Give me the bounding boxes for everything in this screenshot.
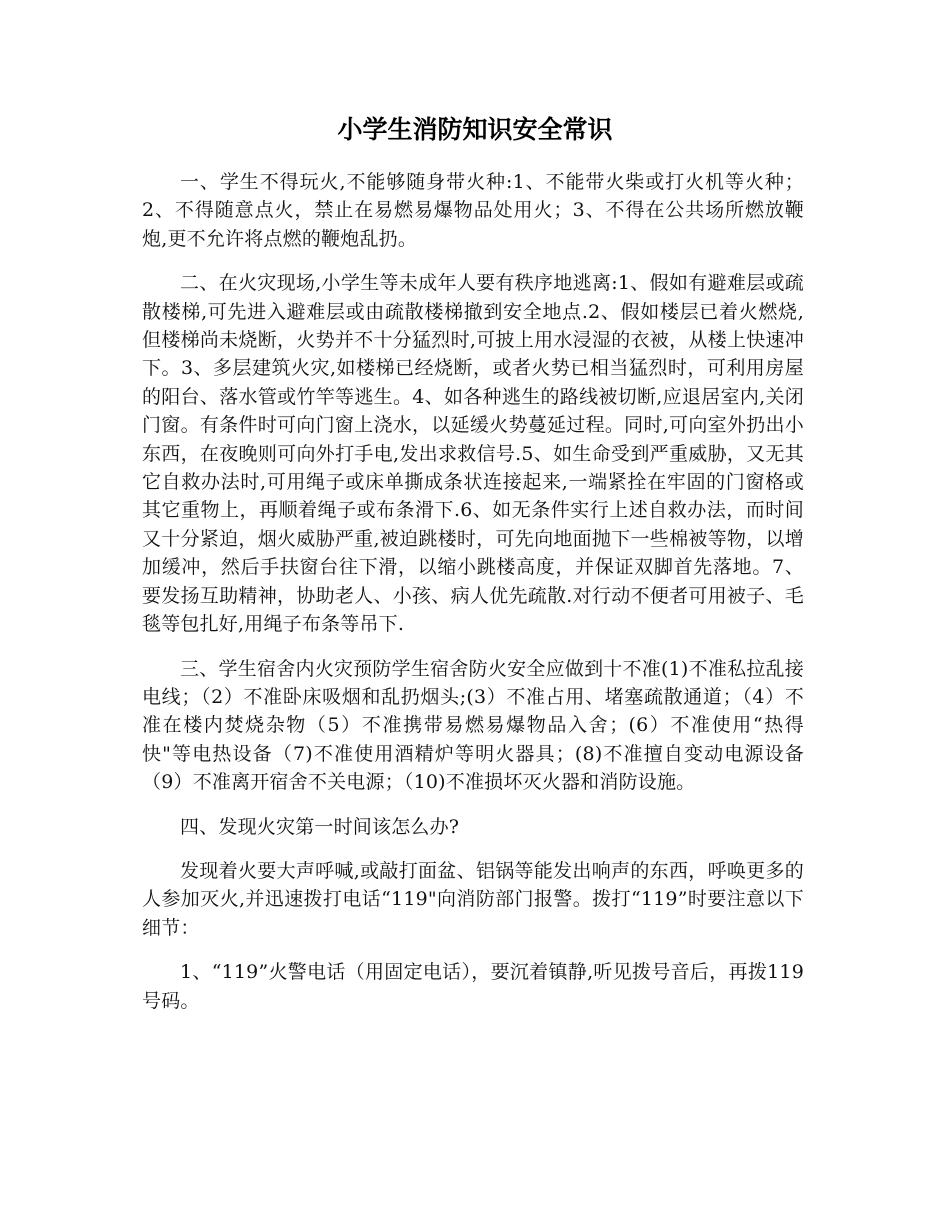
paragraph-4: 四、发现火灾第一时间该怎么办?: [180, 815, 460, 838]
paragraph-1: 一、学生不得玩火,不能够随身带火种:1、不能带火柴或打火机等火种；2、不得随意点火，禁止在易燃易爆物品处用火；3、不得在公共场所燃放鞭炮,更不允许将点燃的鞭炮乱扔。: [142, 171, 804, 250]
paragraph-6: 1、“119”火警电话（用固定电话），要沉着镇静,听见拨号音后，再拨119号码。: [142, 961, 804, 1012]
paragraph-3: 三、学生宿舍内火灾预防学生宿舍防火安全应做到十不准(1)不准私拉乱接电线；（2）不准卧床吸烟和乱扔烟头;(3）不准占用、堵塞疏散通道；（4）不准在楼内焚烧杂物（5）不准携带易燃易爆物品入舍；(6）不准使用“热得快"等电热设备（7)不准使用酒精炉等明火器具；(8)不准擅自变动电源设备（9）不准离开宿舍不关电源；（10)不准损坏灭火器和消防设施。: [142, 657, 804, 794]
paragraph-5: 发现着火要大声呼喊,或敲打面盆、铝锅等能发出响声的东西，呼唤更多的人参加灭火,并迅速拨打电话“119"向消防部门报警。拨打“119”时要注意以下细节：: [142, 859, 804, 939]
paragraph-2: 二、在火灾现场,小学生等未成年人要有秩序地逃离:1、假如有避难层或疏散楼梯,可先进入避难层或由疏散楼梯撤到安全地点.2、假如楼层已着火燃烧,但楼梯尚未烧断，火势并不十分猛烈时,可披上用水浸湿的衣被，从楼上快速冲下。3、多层建筑火灾,如楼梯已经烧断，或者火势已相当猛烈时，可利用房屋的阳台、落水管或竹竿等逃生。4、如各种逃生的路线被切断,应退居室内,关闭门窗。有条件时可向门窗上浇水，以延缓火势蔓延过程。同时,可向室外扔出小东西，在夜晚则可向外打手电,发出求救信号.5、如生命受到严重威胁，又无其它自救办法时,可用绳子或床单撕成条状连接起来,一端紧拴在牢固的门窗格或其它重物上，再顺着绳子或布条滑下.6、如无条件实行上述自救办法，而时间又十分紧迫，烟火威胁严重,被迫跳楼时，可先向地面抛下一些棉被等物，以增加缓冲，然后手扶窗台往下滑，以缩小跳楼高度，并保证双脚首先落地。7、要发扬互助精神，协助老人、小孩、病人优先疏散.对行动不便者可用被子、毛毯等包扎好,用绳子布条等吊下.: [142, 272, 804, 636]
document-title: 小学生消防知识安全常识: [337, 115, 613, 144]
document-body: [142, 168, 804, 1031]
